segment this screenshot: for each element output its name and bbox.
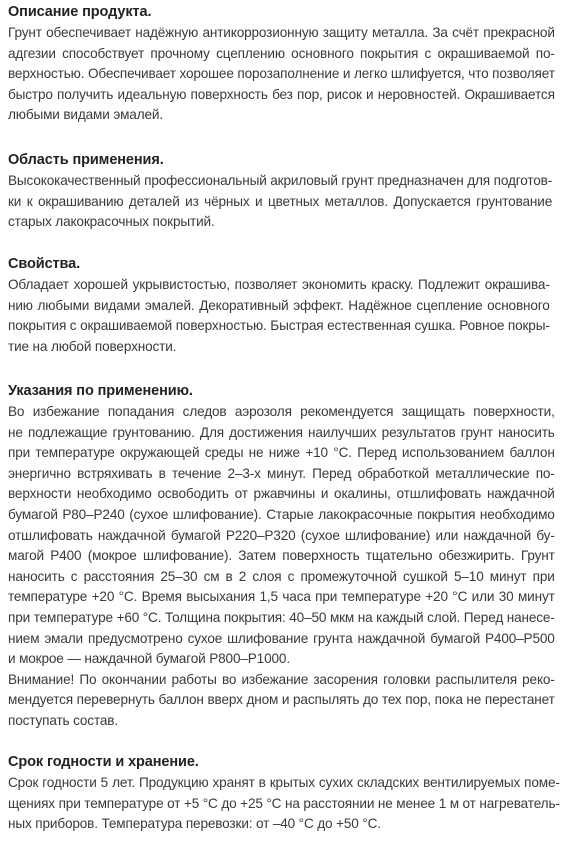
- paragraph-line: Обладает хорошей укрывистостью, позволяет экономить краску. Подлежит окрашива-: [8, 277, 550, 292]
- paragraph-line: ных приборов. Температура перевозки: от –40 °С до +50 °С.: [8, 816, 381, 832]
- section-heading: Указания по применению.: [8, 383, 193, 399]
- paragraph-line: и мокрое — наждачной бумагой Р800–Р1000.: [8, 651, 290, 667]
- paragraph-line: любыми видами эмалей.: [8, 107, 163, 123]
- section-heading: Срок годности и хранение.: [8, 754, 199, 770]
- section-properties: [8, 254, 550, 357]
- section-shelf-life-storage: [8, 752, 560, 835]
- paragraph-line: Во избежание попадания следов аэрозоля рекомендуется защищать поверхности,: [8, 404, 555, 419]
- paragraph-line: ки к окрашиванию деталей из чёрных и цветных металлов. Допускается грунтование: [8, 193, 553, 209]
- warning-line: поступать состав.: [8, 712, 118, 728]
- section-usage-instructions: [8, 381, 555, 732]
- paragraph-line: нием эмали предусмотрено сухое шлифование грунта наждачной бумагой Р400–Р500: [8, 630, 555, 646]
- paragraph-line: старых лакокрасочных покрытий.: [8, 214, 215, 230]
- paragraph-line: тие на любой поверхности.: [8, 338, 177, 354]
- paragraph-line: температуре +20 °С. Время высыхания 1,5 часа при температуре +20 °С или 30 минут: [8, 589, 555, 605]
- section-heading: Область применения.: [8, 152, 164, 168]
- paragraph-line: при температуре +60 °С. Толщина покрытия: 40–50 мкм на каждый слой. Перед нанесе-: [8, 609, 555, 625]
- section-product-description: [8, 2, 555, 126]
- paragraph-line: Срок годности 5 лет. Продукцию хранят в крытых сухих складских вентилируемых поме-: [8, 775, 560, 790]
- paragraph-line: покрытия с окрашиваемой поверхностью. Быстрая естественная сушка. Ровное покры-: [8, 318, 550, 334]
- paragraph-line: Высококачественный профессиональный акриловый грунт предназначен для подготов-: [8, 173, 553, 188]
- paragraph-line: не подлежащие грунтованию. Для достижения наилучших результатов грунт наносить: [8, 424, 555, 440]
- paragraph-line: быстро получить идеальную поверхность без пор, рисок и неровностей. Окрашивается: [8, 86, 555, 102]
- paragraph-line: магой Р400 (мокрое шлифование). Затем поверхность тщательно обезжирить. Грунт: [8, 548, 555, 564]
- paragraph-line: адгезии способствует прочному сцеплению основного покрытия с окрашиваемой по-: [8, 45, 555, 61]
- paragraph-line: верхности необходимо освободить от ржавчины и окалины, отшлифовать наждачной: [8, 486, 555, 502]
- paragraph-line: бумагой Р80–Р240 (сухое шлифование). Старые лакокрасочные покрытия необходимо: [8, 506, 555, 522]
- warning-line: Внимание! По окончании работы во избежание засорения головки распылителя реко-: [8, 671, 555, 687]
- section-heading: Свойства.: [8, 256, 81, 272]
- section-application-area: [8, 150, 552, 233]
- paragraph-line: отшлифовать наждачной бумагой Р220–Р320 (сухое шлифование) или наждачной бу-: [8, 527, 555, 543]
- paragraph-line: энергично встряхивать в течение 2–3-х минут. Перед обработкой металлические по-: [8, 465, 555, 481]
- paragraph-line: наносить с расстояния 25–30 см в 2 слоя с промежуточной сушкой 5–10 минут при: [8, 568, 555, 584]
- paragraph-line: нию любыми видами эмалей. Декоративный эффект. Надёжное сцепление основного: [8, 297, 550, 313]
- warning-line: мендуется перевернуть баллон вверх дном и распылять до тех пор, пока не перестанет: [8, 692, 555, 708]
- paragraph-line: щениях при температуре от +5 °С до +25 °С на расстоянии не менее 1 м от нагреватель-: [8, 795, 560, 811]
- paragraph-line: при температуре окружающей среды не ниже +10 °С. Перед использованием баллон: [8, 445, 555, 461]
- section-heading: Описание продукта.: [8, 4, 152, 20]
- paragraph-line: Грунт обеспечивает надёжную антикоррозионную защиту металла. За счёт прекрасной: [8, 25, 555, 40]
- paragraph-line: верхностью. Обеспечивает хорошее порозаполнение и легко шлифуется, что позволяет: [8, 66, 555, 82]
